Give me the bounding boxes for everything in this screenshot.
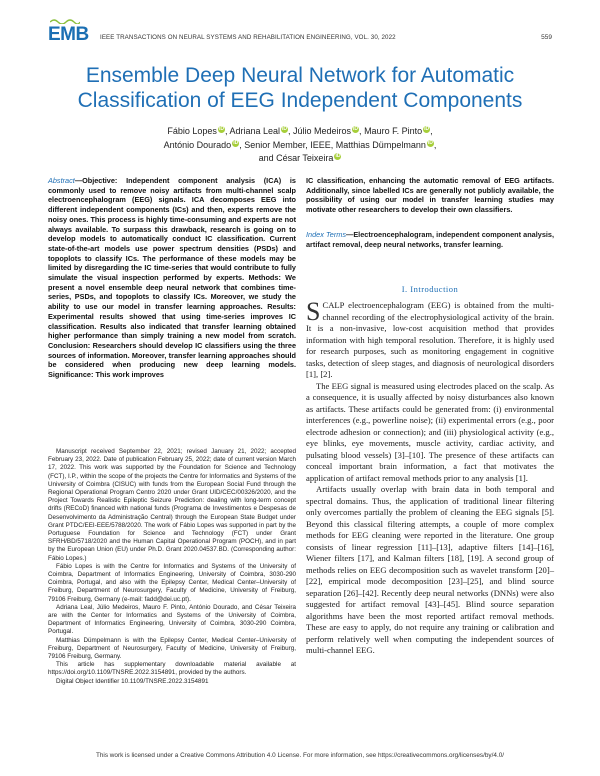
abstract [48, 176, 296, 380]
footnotes [48, 448, 296, 686]
orcid-icon[interactable]: iD [282, 126, 287, 132]
paragraph: The EEG signal is measured using electrodes placed on the scalp. As a consequence, it is usually affected by noisy disturbances also known as artifacts. These artifacts could be generated from: (i) environmental interferences (e.g., powerline noise); (ii) experimental errors (e.g., poor electrode adhesion or connection); and (iii) physiological activity (e.g., eye blinks, eye movements, muscle activity, cardiac activity, and pulsating blood vessels) [3]–[10]. The presence of these artifacts can conceal important brain information, a fact that motivates the application of artifact removal methods prior to any analysis [1]. [306, 380, 554, 483]
orcid-icon[interactable]: iD [335, 153, 341, 159]
index-terms-label: Index Terms [306, 230, 347, 239]
footnote: Digital Object Identifier 10.1109/TNSRE.2022.3154891 [56, 677, 209, 685]
page-number: 559 [541, 34, 552, 41]
journal-name: IEEE TRANSACTIONS ON NEURAL SYSTEMS AND REHABILITATION ENGINEERING, VOL. 30, 2022 [100, 34, 396, 41]
abstract-text: —Objective: Independent component analysis (ICA) is commonly used to remove noisy artifacts from multi-channel scalp electroencephalogram (EEG) signals. ICA decomposes EEG into different independent components (ICs) and then, experts remove the noisy ones. This process is highly time-consuming and experts are not always available. To surpass this drawback, research is going on to develop models to automatically conduct IC classification. Current state-of-the-art models use power spectrum densities (PSDs) and topoplots to classify ICs. The performance of these models may be limited by disregarding the IC time-series that would contribute to fully simulate the visual inspection performed by experts. Methods: We present a novel ensemble deep neural network that combines time-series, PSDs, and topoplots to classify ICs. Moreover, we study the ability to use our model in transfer learning approaches. Results: Experimental results showed that using time-series improves IC classification. Results also indicated that transfer learning obtained higher performance than simply training a new model from scratch. Conclusion: Researchers should develop IC classifiers using the three sources of information. Moreover, transfer learning approaches should be considered when producing new deep learning models. Significance: This work improves [48, 176, 296, 380]
paragraph: SCALP electroencephalogram (EEG) is obtained from the multi-channel recording of the electrophysiological activity of the brain. It is a non-invasive, low-cost acquisition method that provides information with high temporal resolution. Therefore, it is highly used for research purposes, such as monitoring engagement in cognitive tasks, detection of sleep stages, and diagnosis of neurological disorders [1], [2]. [306, 297, 554, 379]
index-terms [306, 230, 554, 249]
footnote: Adriana Leal, Júlio Medeiros, Mauro F. Pinto, António Dourado, and César Teixeira are with the Center for Informatics and Systems of the University of Coimbra, Department of Informatics Engineering, University of Coimbra, 3030-290 Coimbra, Portugal. [48, 603, 296, 636]
paper-title: Ensemble Deep Neural Network for Automatic Classification of EEG Independent Components [77, 64, 523, 112]
abstract-continued: IC classification, enhancing the automatic removal of EEG artifacts. Additionally, since labelled ICs are generally not publicly available, the possibility of using our model in transfer learning studies may motivate other researchers to develop their own classifiers. [306, 176, 554, 215]
footnote: Matthias Dümpelmann is with the Epilepsy Center, Medical Center–University of Freiburg, Department of Neurosurgery, Faculty of Medicine, University of Freiburg, 79106 Freiburg, Germany. [48, 636, 296, 661]
orcid-icon[interactable]: iD [218, 126, 224, 132]
page-header [48, 24, 552, 48]
author-line-1: Fábio Lopes iD, Adriana Leal iD, Júlio Medeiros iD, Mauro F. Pinto iD, [167, 126, 433, 136]
orcid-icon[interactable]: iD [353, 126, 359, 132]
license-footer: This work is licensed under a Creative Commons Attribution 4.0 License. For more information, see https://creativecommons.org/licenses/by/4.0/ [95, 752, 505, 759]
intro-body [306, 297, 554, 657]
paragraph: Artifacts usually overlap with brain data in both temporal and spectral domains. Thus, the application of traditional linear filtering only overcomes partially the problem of cleaning the EEG signals [5]. Beyond this classical filtering attempts, a couple of more complex methods for EEG cleaning were reported in the literature. One group consists of linear regression [11]–[13], adaptive filters [14]–[16], Wiener filters [17], and Kalman filters [18], [19]. A second group of methods relies on EEG decomposition such as wavelet transform [20]–[22], empirical mode decomposition [23]–[25], and blind source separation [26]–[42]. Recently deep neural networks (DNNs) were also suggested for artifact removal [43]–[45]. Blind source separation algorithms have been the most reported artifact removal methods. These are easy to apply, do not require any training or calibration and perform relatively well when computing the independent sources of multi-channel EEG. [306, 484, 554, 655]
author-line-2: António Dourado iD, Senior Member, IEEE, Matthias Dümpelmann iD, [163, 139, 437, 150]
abstract-label: Abstract [48, 176, 75, 185]
footnote: Fábio Lopes is with the Centre for Informatics and Systems of the University of Coimbra, Department of Informatics Engineering, University of Coimbra, 3030-290 Coimbra, Portugal, and also with the Epilepsy Center, Medical Center–University of Freiburg, Department of Neurosurgery, Faculty of Medicine, University of Freiburg, 79106 Freiburg, Germany (e-mail: fadd@dei.uc.pt). [48, 562, 296, 603]
section-heading: I. Introduction [401, 284, 459, 294]
index-terms-text: —Electroencephalogram, independent component analysis, artifact removal, deep neural networks, transfer learning. [306, 230, 554, 249]
journal-logo [48, 24, 89, 46]
author-list [60, 125, 540, 166]
orcid-icon[interactable]: iD [424, 126, 430, 132]
drop-cap: S [306, 297, 321, 326]
orcid-icon[interactable]: iD [233, 139, 239, 146]
footnote: Manuscript received September 22, 2021; revised January 21, 2022; accepted February 23, 2022. Date of publication February 25, 2022; date of current version March 17, 2022. This work was supported by the Foundation for Science and Technology (FCT), I.P., within the scope of the projects the Centre for Informatics and Systems of the University of Coimbra (CISUC) with funds from the European Social Fund through the Regional Operational Program Centro 2020 under Grant UID/CEC/00326/2020, and the Project Towards Realistic Epileptic Seizure Prediction: dealing with long-term concept drifts (RECoD) financed with national funds (Programa de Investimentos e Despesas de Desenvolvimento da Administração Central) through the European State Budget under Grant PTDC/EEI-EEE/5788/2020. The work of Fábio Lopes was supported in part by the Portuguese Foundation for Science and Technology (FCT) under Grant SFRH/BD/5718/2020 and the Human Capital Operational Program (POCH), and in part by the European Union (EU) under Ph.D. Grant 2020.04537.BD. (Corresponding author: Fábio Lopes.) [48, 448, 296, 562]
footnote: This article has supplementary downloadable material available at https://doi.org/10.1109/TNSRE.2022.3154891, provided by the authors. [48, 661, 296, 677]
orcid-icon[interactable]: iD [427, 139, 433, 146]
logo-text: EMB [48, 24, 89, 45]
logo-wave-icon [50, 18, 80, 24]
author-line-3: and César Teixeira iD [258, 153, 341, 163]
